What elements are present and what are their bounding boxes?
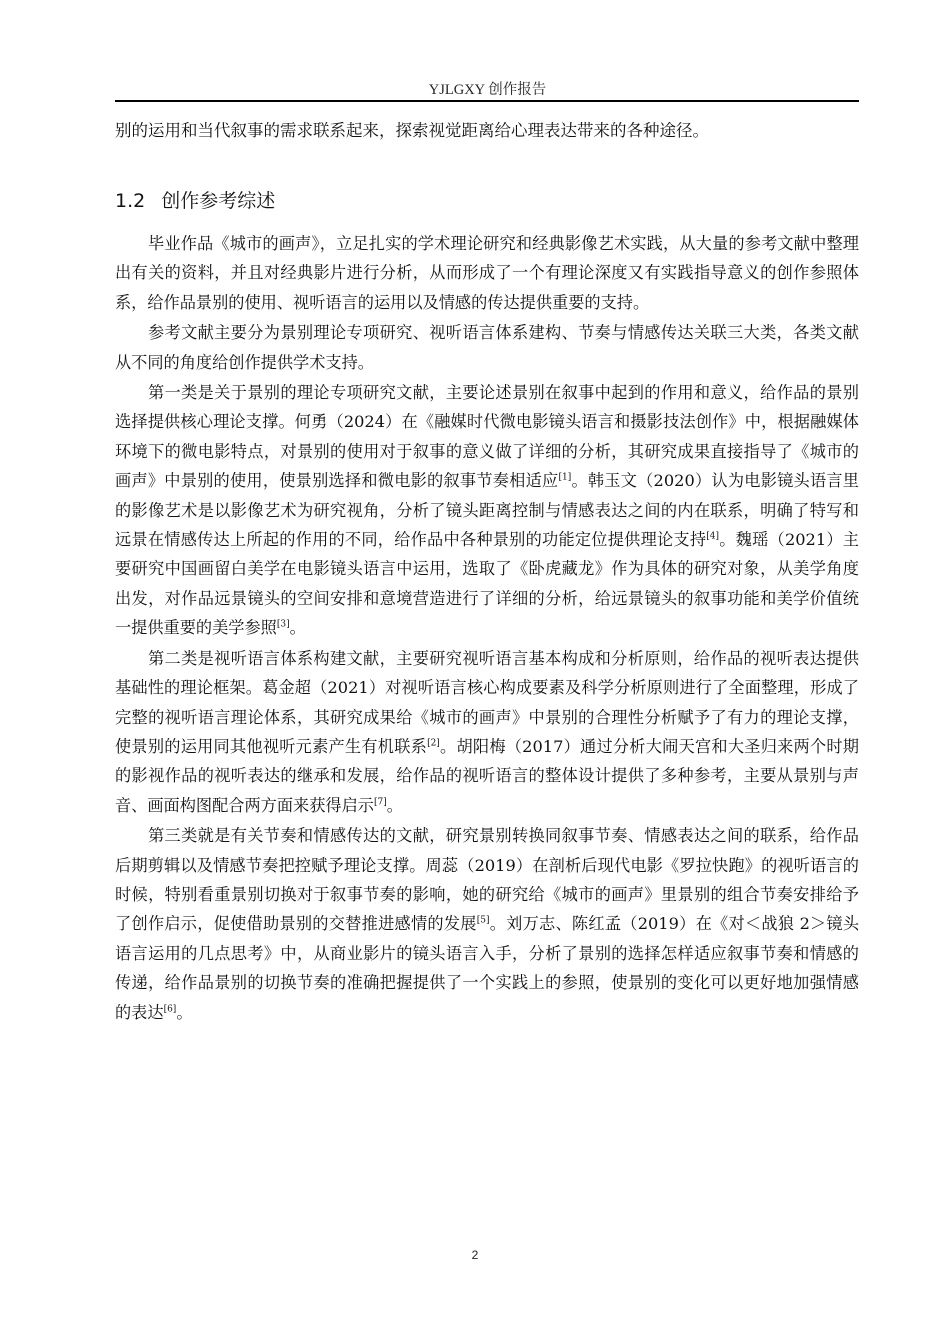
citation-2: [2] [427,738,440,749]
paragraph-5 [115,821,859,1027]
paragraph-3-text-c: 。魏瑶（2021）主要研究中国画留白美学在电影镜头语言中运用，选取了《卧虎藏龙》作为具体的研究对象，从美学角度出发，对作品远景镜头的空间安排和意境营造进行了详细的分析，给远景镜头的叙事功能和美学价值统一提供重要的美学参照 [115,530,859,638]
paragraph-4-text-a: 第二类是视听语言体系构建文献，主要研究视听语言基本构成和分析原则，给作品的视听表达提供基础性的理论框架。葛金超（2021）对视听语言核心构成要素及科学分析原则进行了全面整理，形成了完整的视听语言理论体系，其研究成果给《城市的画声》中景别的合理性分析赋予了有力的理论支撑，使景别的运用同其他视听元素产生有机联系 [115,648,859,756]
paragraph-5-text-a: 第三类就是有关节奏和情感传达的文献，研究景别转换同叙事节奏、情感表达之间的联系，给作品后期剪辑以及情感节奏把控赋予理论支撑。周蕊（2019）在剖析后现代电影《罗拉快跑》的视听语言的时候，特别看重景别切换对于叙事节奏的影响，她的研究给《城市的画声》里景别的组合节奏安排给予了创作启示，促使借助景别的交替推进感情的发展 [115,826,859,934]
paragraph-1: 毕业作品《城市的画声》，立足扎实的学术理论研究和经典影像艺术实践，从大量的参考文献中整理出有关的资料，并且对经典影片进行分析，从而形成了一个有理论深度又有实践指导意义的创作参照体系，给作品景别的使用、视听语言的运用以及情感的传达提供重要的支持。 [115,234,859,312]
section-body [115,229,859,1027]
paragraph-3-text-d: 。 [289,618,306,638]
paragraph-3-text-a: 第一类是关于景别的理论专项研究文献，主要论述景别在叙事中起到的作用和意义，给作品的景别选择提供核心理论支撑。何勇（2024）在《融媒时代微电影镜头语言和摄影技法创作》中，根据融媒体环境下的微电影特点，对景别的使用对于叙事的意义做了详细的分析，其研究成果直接指导了《城市的画声》中景别的使用，使景别选择和微电影的叙事节奏相适应 [115,383,859,491]
paragraph-5-text-c: 。 [176,1002,193,1022]
continuation-text [115,116,859,146]
paragraph-4-text-c: 。 [386,795,403,815]
citation-4: [4] [706,531,720,542]
continuation-paragraph: 别的运用和当代叙事的需求联系起来，探索视觉距离给心理表达带来的各种途径。 [115,121,709,140]
page-number: 2 [471,1248,479,1262]
header-rule [115,100,859,102]
paragraph-4-text-b: 。胡阳梅（2017）通过分析大闹天宫和大圣归来两个时期的影视作品的视听表达的继承和发展，给作品的视听语言的整体设计提供了多种参考，主要从景别与声音、画面构图配合两方面来获得启示 [115,736,859,815]
paragraph-3-text-b: 。韩玉文（2020）认为电影镜头语言里的影像艺术是以影像艺术为研究视角，分析了镜头距离控制与情感表达之间的内在联系，明确了特写和远景在情感传达上所起的作用的不同，给作品中各种景别的功能定位提供理论支持 [115,471,859,550]
citation-1: [1] [558,472,572,483]
paragraph-4 [115,644,859,820]
citation-7: [7] [374,797,387,808]
citation-3: [3] [276,619,290,630]
paragraph-5-text-b: 。刘万志、陈红孟（2019）在《对＜战狼 2＞镜头语言运用的几点思考》中，从商业影片的镜头语言入手，分析了景别的选择怎样适应叙事节奏和情感的传递，给作品景别的切换节奏的准确把握提供了一个实践上的参照，使景别的变化可以更好地加强情感的表达 [115,914,860,1022]
citation-5: [5] [476,915,490,926]
section-number: 1.2 [115,190,146,212]
paragraph-3 [115,378,859,643]
paragraph-2: 参考文献主要分为景别理论专项研究、视听语言体系建构、节奏与情感传达关联三大类，各类文献从不同的角度给创作提供学术支持。 [115,323,859,372]
page-header-title: YJLGXY 创作报告 [428,82,547,98]
section-title: 创作参考综述 [161,190,276,212]
section-heading [115,186,275,213]
citation-6: [6] [163,1004,177,1015]
